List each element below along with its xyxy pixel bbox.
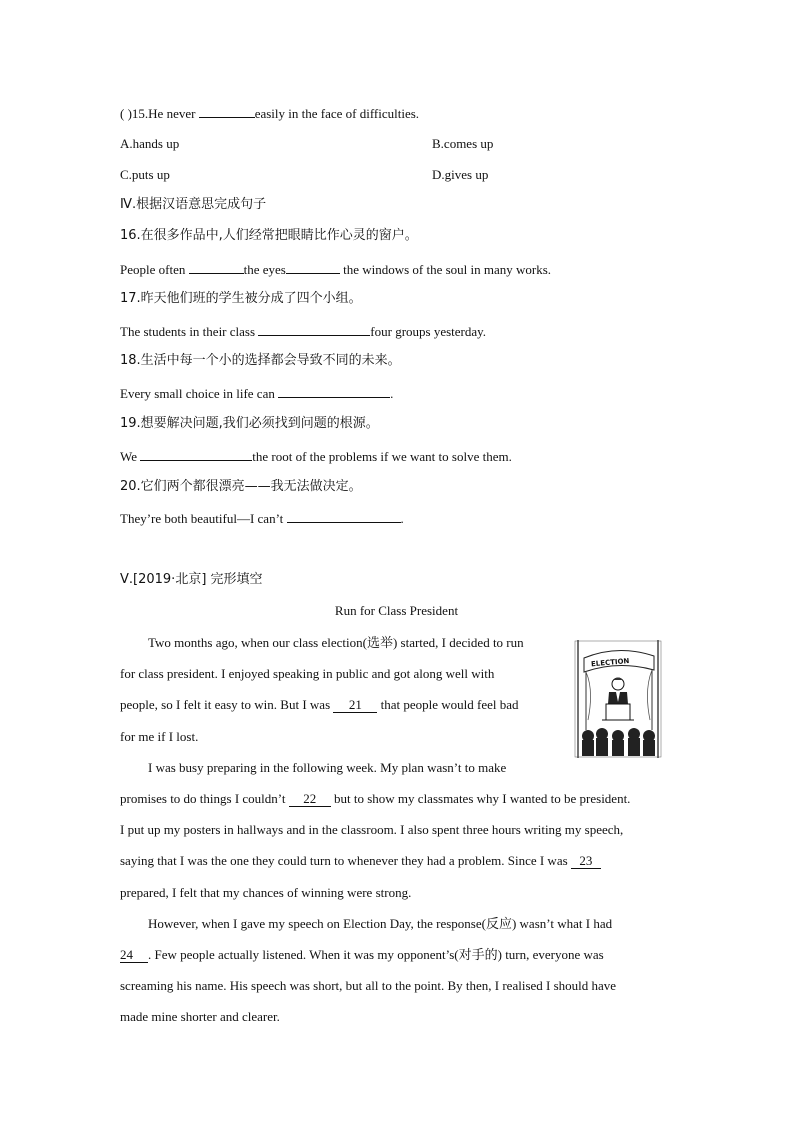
q15-option-a[interactable]: A.hands up [120,136,180,151]
section5-heading: Ⅴ.[2019·北京] 完形填空 [120,572,263,587]
p3-line-2b: . Few people actually listened. When it was my opponent’s(对手的) turn, everyone was [148,947,604,962]
p1-line-3 [120,697,560,713]
q17-blank[interactable] [258,323,370,336]
q15-blank[interactable] [199,105,255,118]
election-speech-illustration [574,640,662,758]
blank-22[interactable]: 22 [289,792,331,807]
p2-line-1 [120,760,560,776]
q15-option-b[interactable]: B.comes up [432,136,494,151]
q19-part-b: the root of the problems if we want to solve them. [252,449,512,464]
p3-line-3: screaming his name. His speech was short, but all to the point. By then, I realised I should have [120,978,617,993]
q20-part-a: They’re both beautiful—I can’t [120,511,287,526]
q17-part-b: four groups yesterday. [370,324,487,339]
p1-line-1-text: Two months ago, when our class election(选举) started, I decided to run [148,635,524,650]
p3-line-1-text: However, when I gave my speech on Election Day, the response(反应) wasn’t what I had [148,916,613,931]
q16-part-b: the eyes [243,262,286,277]
q16-blank-2[interactable] [286,261,340,274]
q19-blank[interactable] [140,448,252,461]
p1-line-4: for me if I lost. [120,729,199,744]
p3-line-4: made mine shorter and clearer. [120,1009,280,1024]
q18-chinese: 18.生活中每一个小的选择都会导致不同的未来。 [120,353,401,368]
q19-part-a: We [120,449,141,464]
q17-part-a: The students in their class [120,324,259,339]
blank-24[interactable]: 24 [120,948,148,963]
p2-line-5: prepared, I felt that my chances of winning were strong. [120,885,412,900]
q15-option-c[interactable]: C.puts up [120,167,170,182]
q20-english [120,510,404,527]
p3-line-2 [120,947,604,963]
q18-part-a: Every small choice in life can [120,386,279,401]
q15-stem [120,105,419,122]
q20-chinese: 20.它们两个都很漂亮——我无法做决定。 [120,479,362,494]
blank-23[interactable]: 23 [571,854,601,869]
passage-title: Run for Class President [334,603,459,618]
p1-line-1 [120,635,560,651]
p2-line-3: I put up my posters in hallways and in the classroom. I also spent three hours writing my speech, [120,822,624,837]
p2-line-2b: but to show my classmates why I wanted to be president. [330,791,631,806]
election-sign-text: ELECTION [590,657,630,669]
q19-chinese: 19.想要解决问题,我们必须找到问题的根源。 [120,416,379,431]
q15-option-d[interactable]: D.gives up [432,167,489,182]
q17-english [120,323,486,340]
q18-english [120,385,393,402]
q15-suffix: easily in the face of difficulties. [254,106,420,121]
p1-line-3b: that people would feel bad [377,697,519,712]
q15-prefix: ( )15.He never [120,106,199,121]
blank-21[interactable]: 21 [333,698,377,713]
q18-blank[interactable] [278,385,390,398]
p2-line-4a: saying that I was the one they could turn to whenever they had a problem. Since I was [120,853,571,868]
p2-line-2a: promises to do things I couldn’t [120,791,289,806]
q20-part-b: . [400,511,404,526]
q19-english [120,448,512,465]
p2-line-4 [120,853,601,869]
p2-line-2 [120,791,630,807]
q20-blank[interactable] [287,510,401,523]
q16-chinese: 16.在很多作品中,人们经常把眼睛比作心灵的窗户。 [120,228,418,243]
p2-line-1-text: I was busy preparing in the following week. My plan wasn’t to make [148,760,507,775]
q18-part-b: . [390,386,394,401]
section4-heading: Ⅳ.根据汉语意思完成句子 [120,197,267,212]
q16-part-c: the windows of the soul in many works. [339,262,552,277]
p3-line-1 [120,916,612,932]
p1-line-2: for class president. I enjoyed speaking in public and got along well with [120,666,495,681]
q17-chinese: 17.昨天他们班的学生被分成了四个小组。 [120,291,362,306]
q16-blank-1[interactable] [189,261,244,274]
q16-part-a: People often [120,262,189,277]
p1-line-3a: people, so I felt it easy to win. But I was [120,697,334,712]
q16-english [120,261,551,278]
